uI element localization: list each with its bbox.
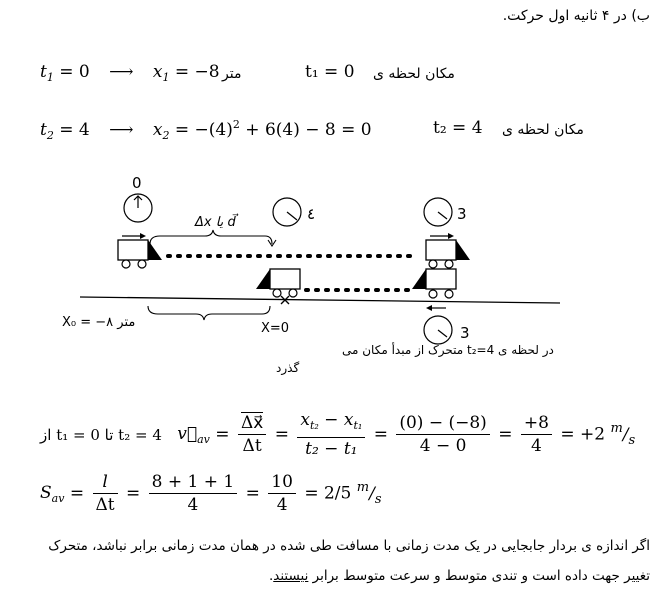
x0-label: X₀ = −۸ متر <box>62 315 136 330</box>
section-heading: ب) در ۴ ثانیه اول حرکت. <box>502 8 650 24</box>
conclusion-line-1: اگر اندازه ی بردار جابجایی در یک مدت زمانی با مسافت طی شده در همان مدت زمانی برابر نباشد، متحرک <box>48 538 650 554</box>
x0-brace <box>148 306 270 320</box>
unit-meter: متر <box>222 66 242 82</box>
label-position-t2: مکان لحظه ی <box>502 122 584 138</box>
time-zero-label: 0 <box>132 174 142 192</box>
equation-t2: $t_2 = 4$ ⟶ $x_2 = -(4)^2 + 6(4) - 8 = 0$ <box>40 118 372 142</box>
caption-line-2: گذرد <box>276 361 300 375</box>
origin-label: X=0 <box>261 321 290 336</box>
displacement-brace <box>150 230 272 244</box>
cart-turn-bottom <box>412 269 456 298</box>
motion-diagram <box>0 170 664 375</box>
label-position-t1: مکان لحظه ی <box>373 66 455 82</box>
emphasis-not-equal: نیستند <box>273 568 309 584</box>
caption-line-1: در لحظه ی t₂=4 متحرک از مبدأ مکان می <box>342 343 554 357</box>
time-three-bottom-label: 3 <box>460 324 470 342</box>
time-range-text: از t₁ = 0 تا t₂ = 4 <box>40 425 162 444</box>
label-eq-t2: t₂ = 4 <box>433 118 483 138</box>
time-three-top-label: 3 <box>457 205 467 223</box>
cart-origin <box>256 269 300 297</box>
displacement-label: Δx یا d⃗ <box>195 215 236 230</box>
label-eq-t1: t₁ = 0 <box>305 62 355 82</box>
axis-line <box>80 297 560 303</box>
cart-turn-top <box>426 233 470 268</box>
cart-start <box>118 233 162 268</box>
avg-speed-equation: $S_{av}$ = $\frac{l}{\Delta t}$ = $\frac{8 + 1 + 1}{4}$ = $\frac{10}{4}$ = 2/5 $^m/_s$ <box>40 472 382 515</box>
time-four-label: ٤ <box>307 205 316 223</box>
conclusion-line-2: تغییر جهت داده است و تندی متوسط و سرعت متوسط برابر نیستند. <box>268 568 650 584</box>
equation-t1: $t_1 = 0$ ⟶ $x_1 = -8$ <box>40 62 220 84</box>
avg-velocity-equation: از t₁ = 0 تا t₂ = 4 $v⃗_{av}$ = $\frac{\Delta x⃗}{\Delta t}$ = $\frac{x_{t_2} - x_{t_1}}{\text{t₂ − t₁}}$ = $\frac{(0) - (-8)}{4 - 0}$ = $\frac{+8}{4}$ = +2 $^m/_s$ <box>40 410 636 459</box>
